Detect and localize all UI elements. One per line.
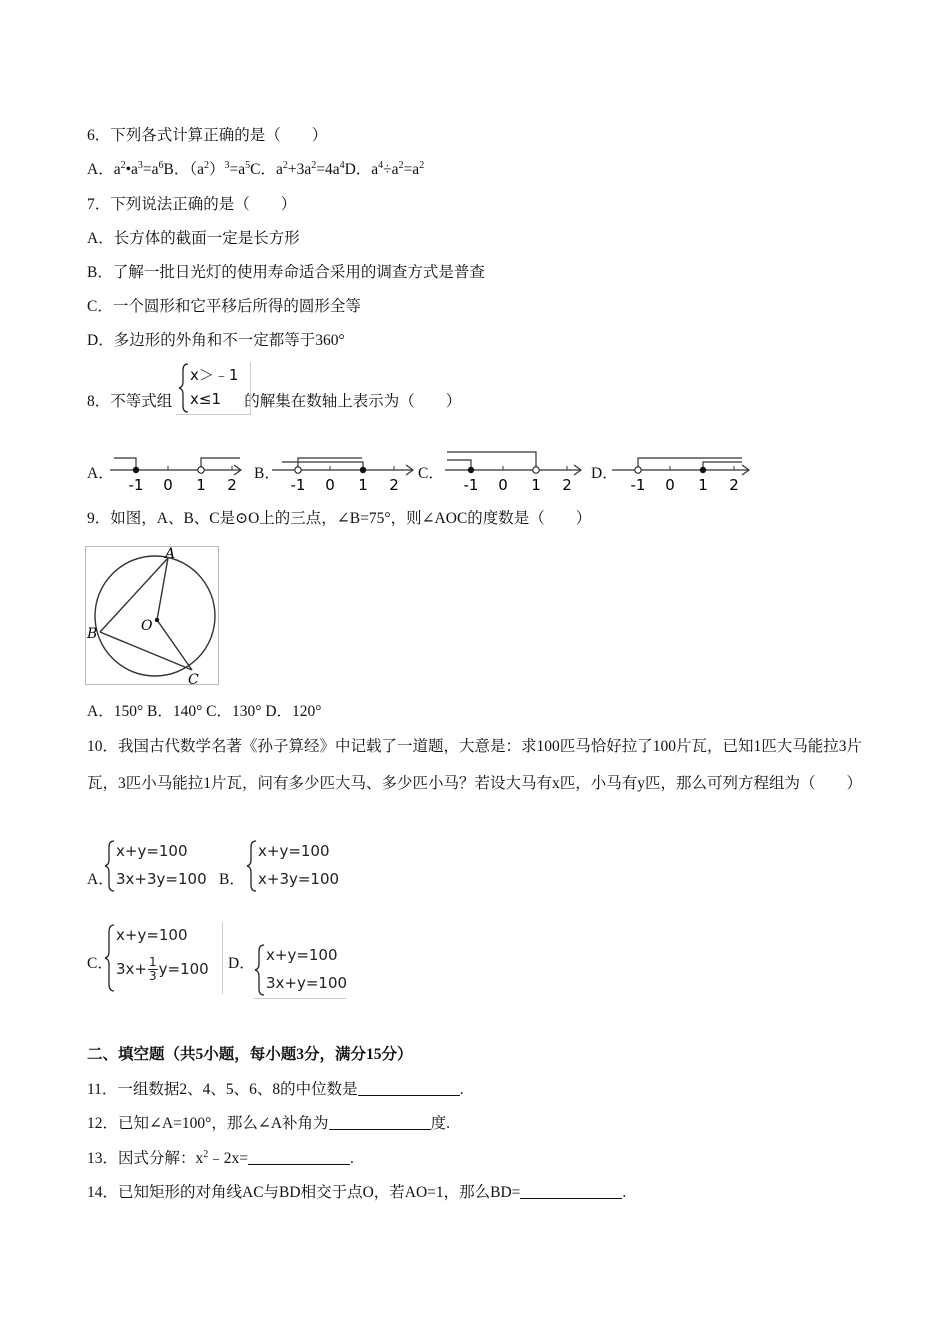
q10-option-b-system: x+y=100 x+3y=100 <box>246 838 342 894</box>
answer-blank[interactable] <box>358 1081 460 1096</box>
svg-text:-1: -1 <box>290 476 306 494</box>
answer-blank[interactable] <box>329 1115 431 1130</box>
q7-option-d: D．多边形的外角和不一定都等于360° <box>87 332 345 349</box>
q8-number-line-d <box>612 448 752 496</box>
section-2-title: 二、填空题（共5小题，每小题3分，满分15分） <box>87 1046 413 1063</box>
q8-option-a-label: A． <box>87 465 114 482</box>
svg-text:1: 1 <box>196 476 206 494</box>
svg-text:1: 1 <box>531 476 541 494</box>
point-o-label: O <box>141 618 153 634</box>
svg-text:0: 0 <box>665 476 675 494</box>
svg-text:2: 2 <box>227 476 237 494</box>
q10-option-a-label: A． <box>87 871 114 888</box>
inequality-1: x＞﹣1 <box>190 366 239 384</box>
question-8-stem: 8．不等式组 的解集在数轴上表示为（ ） <box>87 393 462 410</box>
q10-option-a-system: x+y=100 3x+3y=100 <box>104 838 218 894</box>
svg-text:0: 0 <box>498 476 508 494</box>
q10-option-c-label: C． <box>87 955 113 972</box>
answer-blank[interactable] <box>248 1150 350 1165</box>
svg-text:-1: -1 <box>463 476 479 494</box>
q6-option-b: B．$(a^2)^3=a^5$ <box>163 160 251 178</box>
q8-number-line-c <box>445 448 585 496</box>
svg-text:2: 2 <box>729 476 739 494</box>
q8-option-d-label: D． <box>591 465 618 482</box>
point-b-label: B <box>87 626 98 642</box>
left-brace-icon <box>246 838 258 894</box>
q6-option-d: D．$a^4\div a^2=a^2$ <box>344 160 425 178</box>
question-6-stem: 6．下列各式计算正确的是（ ） <box>87 127 328 144</box>
q6-option-a: A．$a^2•a^3=a^6$ <box>87 160 164 178</box>
q10-option-c-system: x+y=100 3x+ $\frac{1}{3}$ y=100 <box>104 922 223 994</box>
q9-options: A．150° B．140° C．130° D．120° <box>87 703 322 720</box>
question-9-stem: 9．如图，A、B、C是⊙O上的三点，∠B=75°，则∠AOC的度数是（ ） <box>87 510 592 527</box>
question-11: 11．一组数据2、4、5、6、8的中位数是 . <box>87 1081 464 1098</box>
svg-text:1: 1 <box>698 476 708 494</box>
q8-option-b-label: B． <box>254 465 280 482</box>
question-6-options <box>87 160 424 180</box>
q7-option-a: A．长方体的截面一定是长方形 <box>87 230 300 247</box>
q8-option-c-label: C． <box>418 465 444 482</box>
q6-option-c: C．$a^2+3a^2=4a^4$ <box>250 160 345 178</box>
answer-blank[interactable] <box>520 1184 622 1199</box>
svg-text:0: 0 <box>325 476 335 494</box>
svg-text:-1: -1 <box>128 476 144 494</box>
q8-number-line-b <box>272 448 412 496</box>
q10-option-b-label: B． <box>219 871 245 888</box>
svg-text:2: 2 <box>389 476 399 494</box>
q10-option-d-label: D． <box>228 955 255 972</box>
question-12: 12．已知∠A=100°，那么∠A补角为 度. <box>87 1115 450 1132</box>
left-brace-icon <box>104 922 116 994</box>
svg-text:0: 0 <box>163 476 173 494</box>
q8-inequality-system <box>176 362 251 415</box>
q9-circle-figure <box>85 546 219 686</box>
point-c-label: C <box>188 672 199 688</box>
svg-text:2: 2 <box>562 476 572 494</box>
question-13: 13．因式分解：$x^2﹣2x=$ . <box>87 1149 354 1167</box>
left-brace-icon <box>104 838 116 894</box>
q10-option-d-system: x+y=100 3x+y=100 <box>254 942 346 999</box>
q7-option-c: C．一个圆形和它平移后所得的圆形全等 <box>87 298 361 315</box>
question-10-stem: 10．我国古代数学名著《孙子算经》中记载了一道题，大意是：求100匹马恰好拉了100片瓦，已知1匹大马能拉3片瓦，3匹小马能拉1片瓦，问有多少匹大马、多少匹小马？若设大马有x匹，小马有y匹，那么可列方程组为（ ） <box>87 738 863 792</box>
question-7-stem: 7．下列说法正确的是（ ） <box>87 196 297 213</box>
point-a-label: A <box>165 546 176 562</box>
left-brace-icon <box>254 942 266 998</box>
inequality-2: x≤1 <box>190 390 221 408</box>
q7-option-b: B．了解一批日光灯的使用寿命适合采用的调查方式是普查 <box>87 264 485 281</box>
q8-number-line-a <box>110 448 250 496</box>
question-14: 14．已知矩形的对角线AC与BD相交于点O，若AO=1，那么BD= . <box>87 1184 627 1201</box>
svg-text:-1: -1 <box>630 476 646 494</box>
svg-text:1: 1 <box>358 476 368 494</box>
